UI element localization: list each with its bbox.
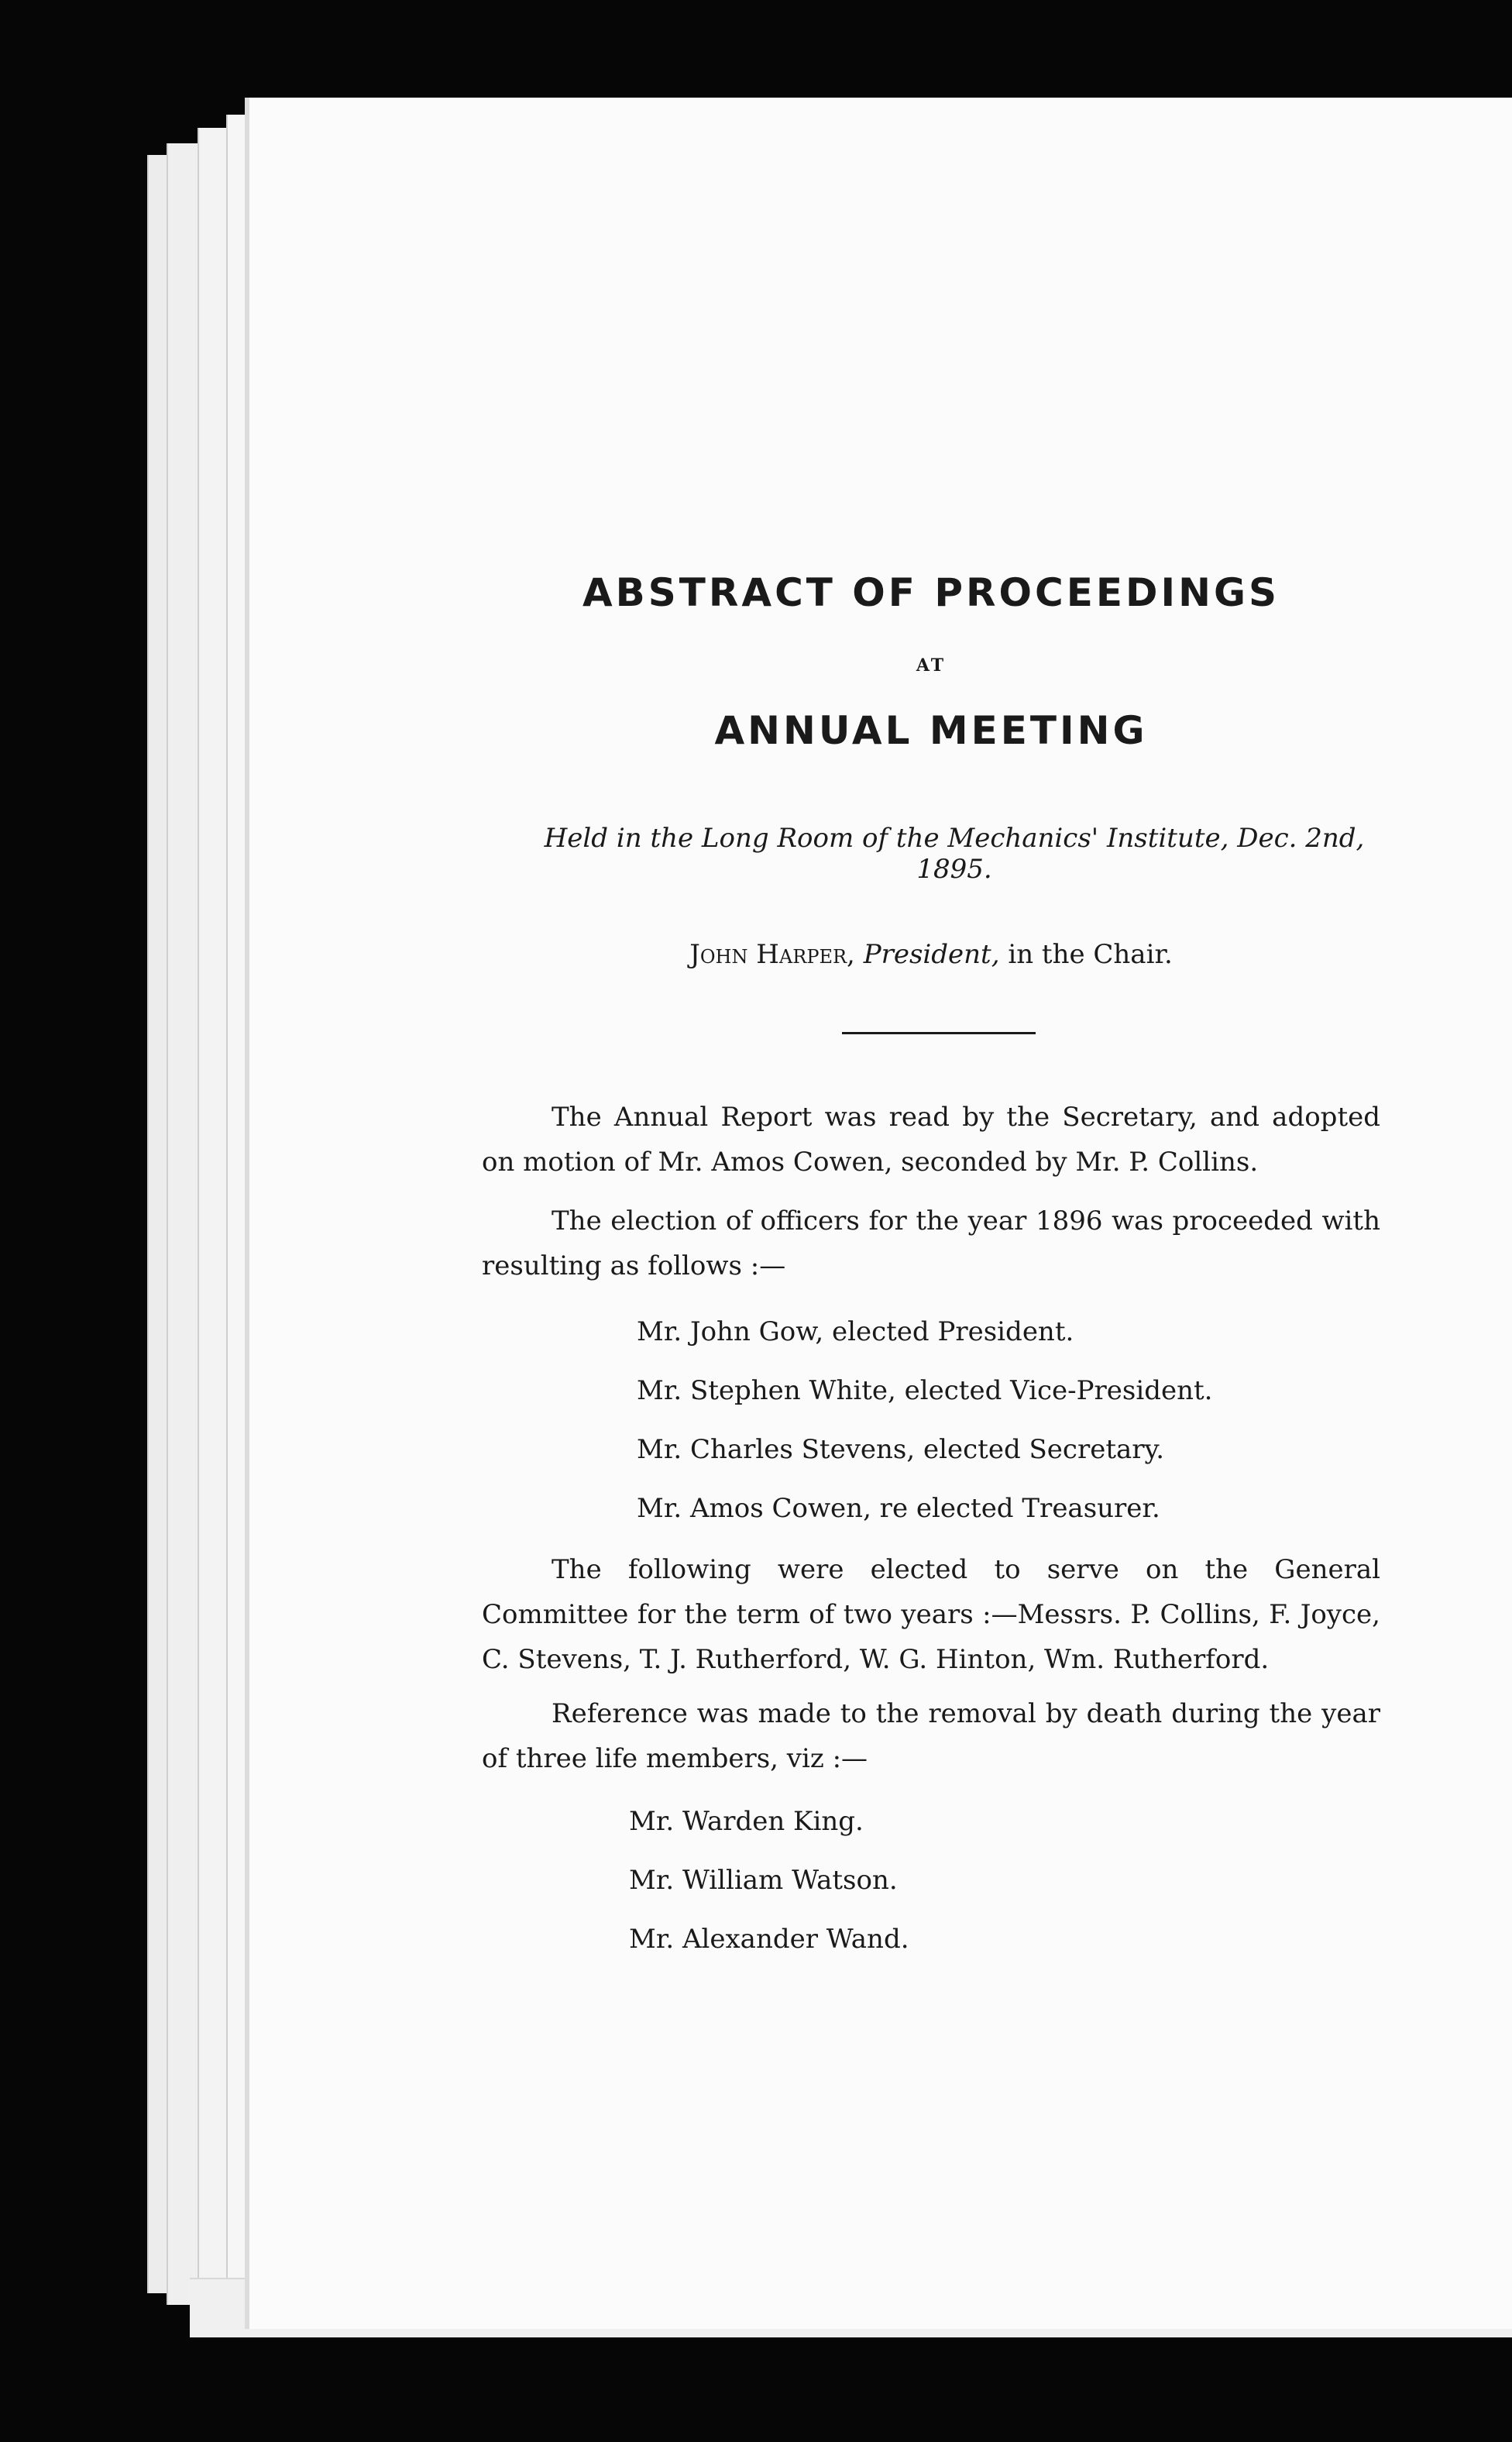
chair-name: John Harper, [689, 939, 855, 970]
chair-line [482, 939, 1380, 970]
list-item: Mr. Warden King. [629, 1806, 864, 1837]
paragraph-election: The election of officers for the year 1896 was proceeded with resulting as follows :— [482, 1206, 1380, 1281]
list-item: Mr. Charles Stevens, elected Secretary. [637, 1434, 1165, 1465]
paragraph-committee: The following were elected to serve on the General Committee for the term of two years :—Messrs. P. Collins, F. Joyce, C. Stevens, T. J. Rutherford, W. G. Hinton, Wm. Rutherford. [482, 1554, 1380, 1675]
list-item: Mr. Amos Cowen, re elected Treasurer. [637, 1493, 1160, 1524]
heading-abstract: ABSTRACT OF PROCEEDINGS [582, 570, 1280, 615]
list-item: Mr. John Gow, elected President. [637, 1316, 1074, 1347]
divider-rule [842, 1032, 1036, 1034]
heading-connector: AT [916, 655, 947, 676]
meeting-location-date: Held in the Long Room of the Mechanics' Institute, Dec. 2nd, 1895. [544, 823, 1365, 885]
officers-list [482, 1302, 1380, 1538]
page-content [482, 477, 1380, 1969]
paragraph-reference: Reference was made to the removal by death during the year of three life members, viz :— [482, 1698, 1380, 1774]
chair-role: President, [863, 939, 1000, 970]
list-item: Mr. Alexander Wand. [629, 1924, 909, 1955]
document-page [249, 98, 1512, 2329]
deceased-members-list [482, 1792, 1380, 1969]
list-item: Mr. Stephen White, elected Vice-President. [637, 1375, 1213, 1406]
chair-rest: in the Chair. [1008, 939, 1173, 970]
heading-annual-meeting: ANNUAL MEETING [714, 708, 1148, 753]
paragraph-report: The Annual Report was read by the Secretary, and adopted on motion of Mr. Amos Cowen, seconded by Mr. P. Collins. [482, 1102, 1380, 1178]
list-item: Mr. William Watson. [629, 1865, 898, 1896]
